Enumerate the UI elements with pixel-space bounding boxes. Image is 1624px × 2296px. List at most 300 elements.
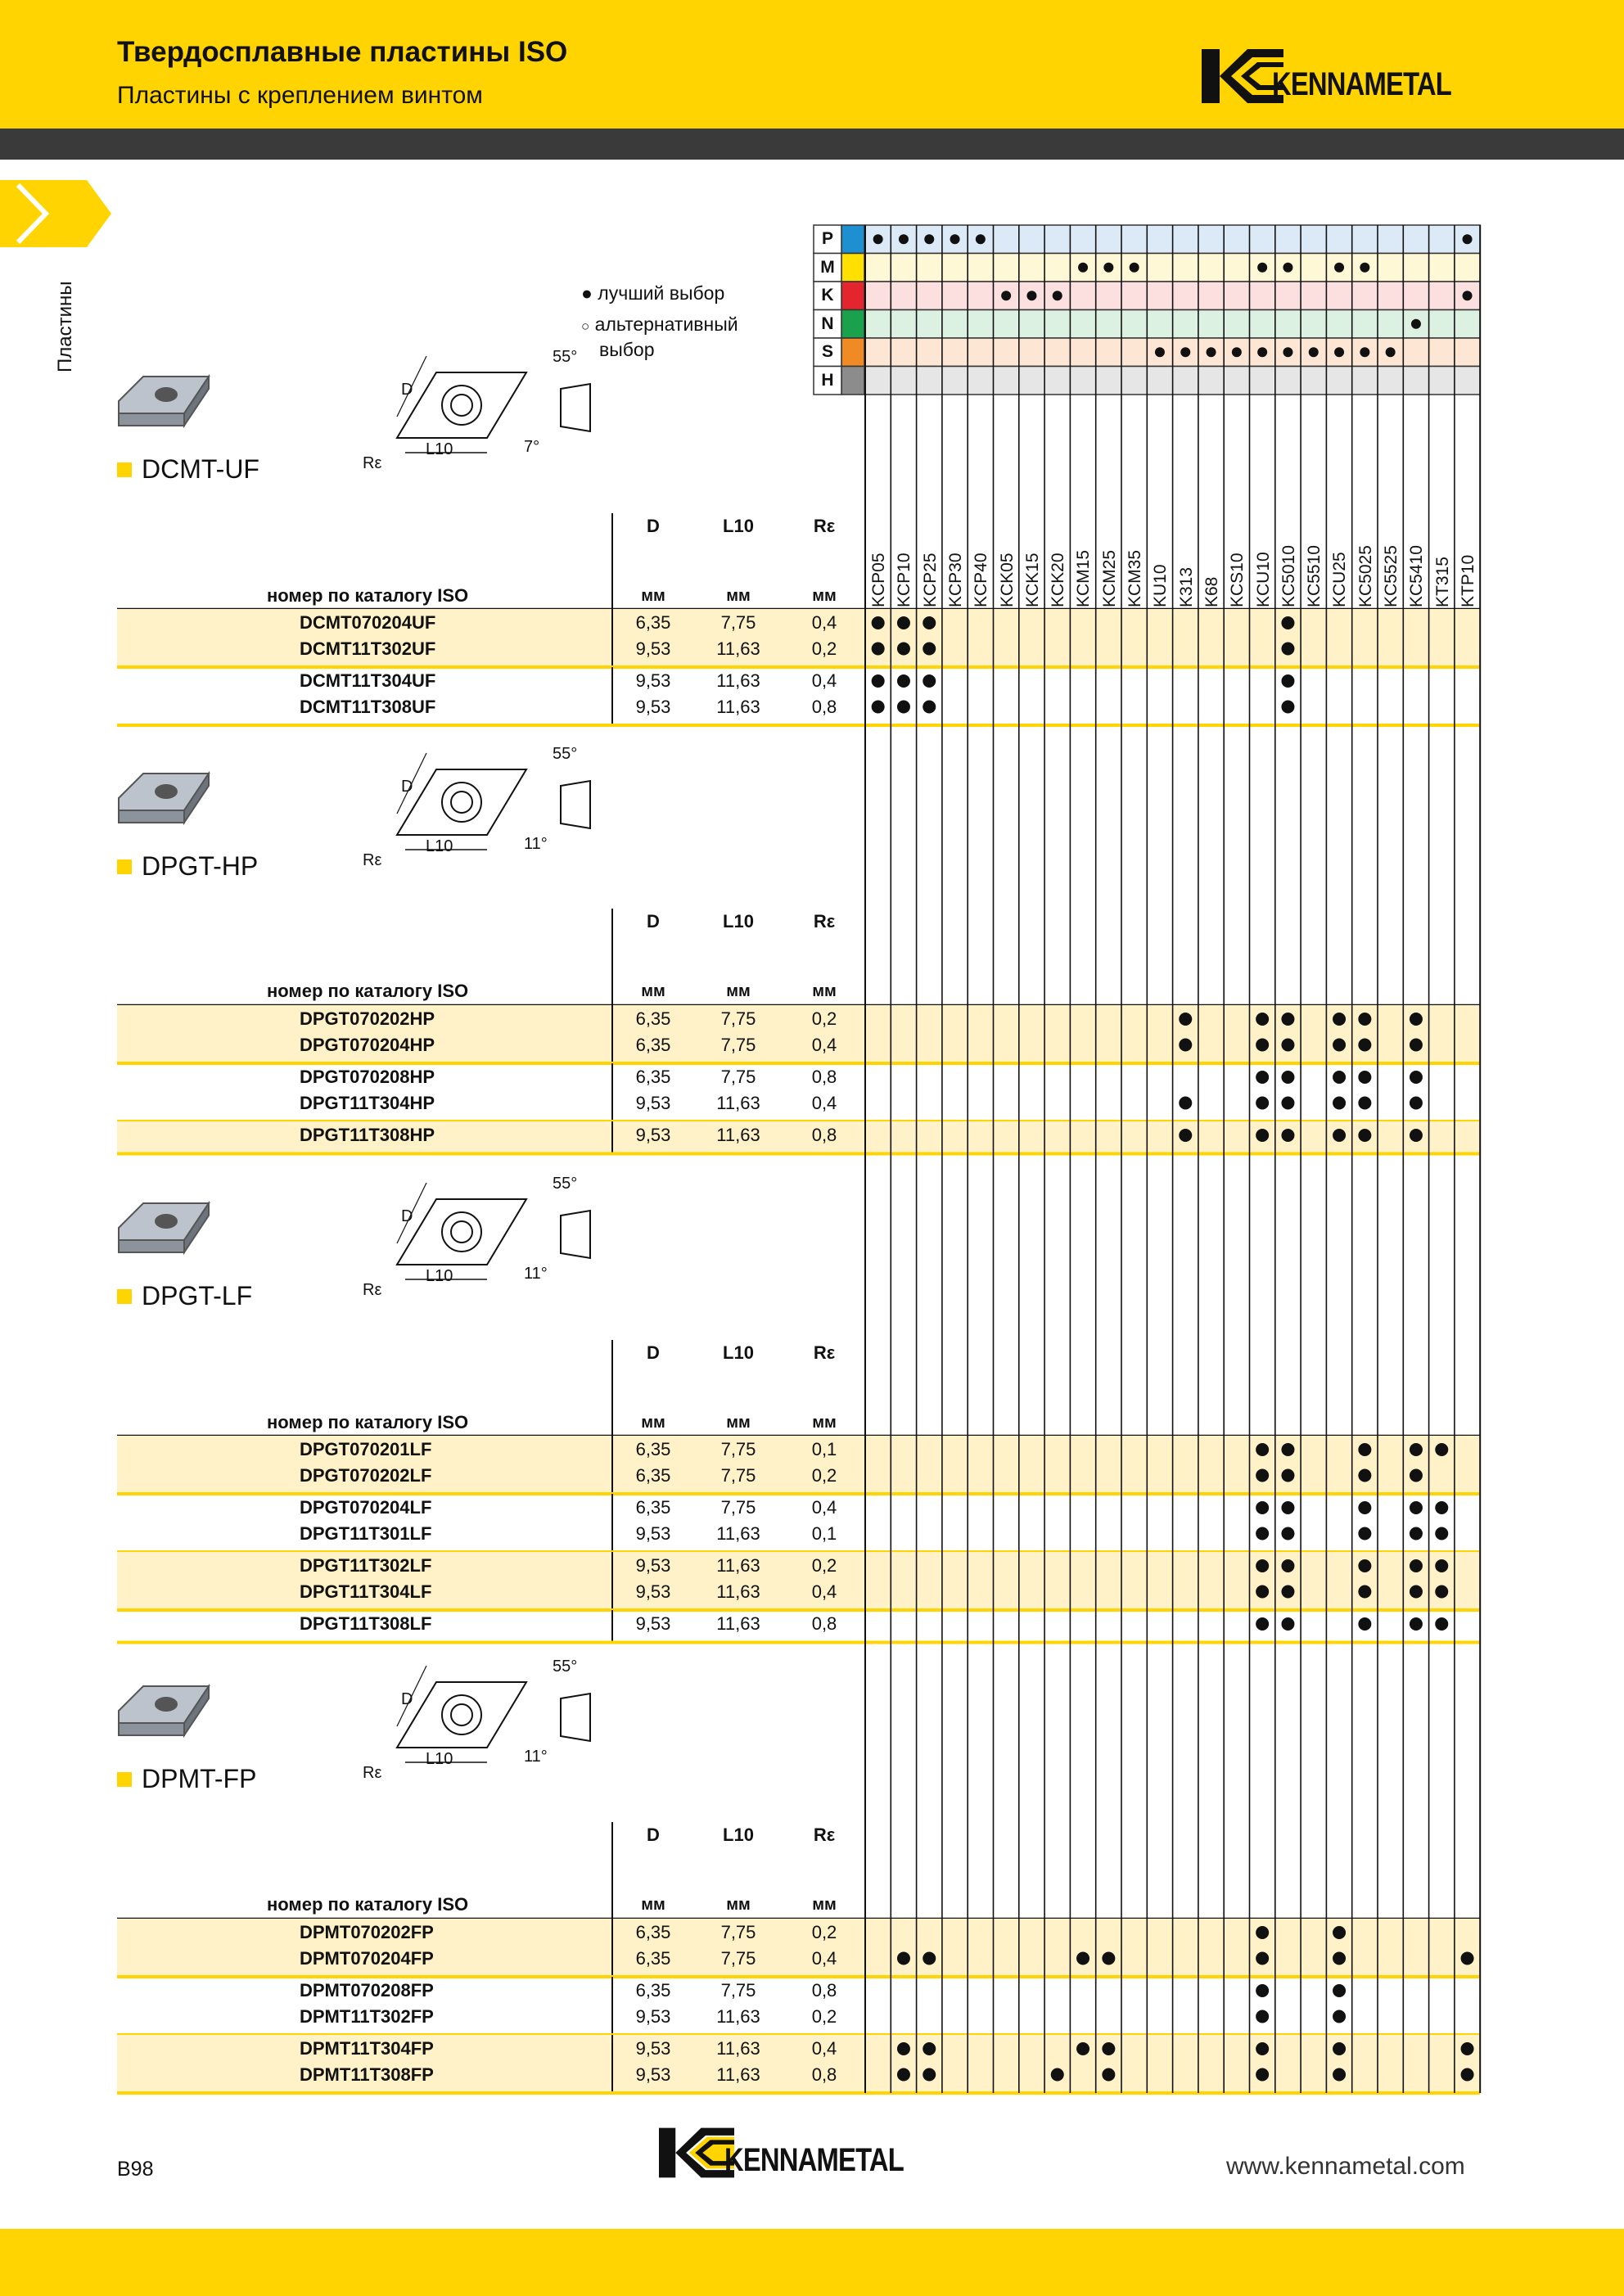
material-letter-k: K (821, 286, 834, 304)
grade-dot (1051, 2068, 1064, 2082)
grade-dot (1179, 1039, 1192, 1052)
grade-label: KC5410 (1407, 545, 1427, 607)
material-dot (1463, 291, 1473, 300)
grade-label: KCP10 (895, 553, 914, 607)
drawing-label-l10: L10 (426, 1267, 453, 1285)
grade-dot (1076, 2042, 1089, 2055)
grade-dot (923, 2042, 936, 2055)
column-header-l10: L10 (723, 516, 754, 536)
drawing-label-l10: L10 (426, 1750, 453, 1768)
grade-label: KCP40 (972, 553, 991, 607)
grade-dot (897, 2068, 910, 2082)
material-dot (1001, 291, 1011, 300)
insert-drawing (397, 1183, 590, 1279)
drawing-label-re: Rε (363, 851, 382, 869)
catalog-number: DPGT11T308LF (300, 1613, 432, 1634)
cell-re: 0,2 (811, 1464, 837, 1486)
material-swatch-n (841, 310, 864, 339)
grade-dot (1410, 1617, 1423, 1631)
grade-dot (1333, 1984, 1346, 1997)
grade-label: KCM25 (1099, 549, 1119, 607)
cell-re: 0,4 (811, 1581, 837, 1602)
grade-dot (1410, 1129, 1423, 1142)
material-letter-m: M (820, 257, 835, 277)
grade-dot (1358, 1617, 1371, 1631)
page-subtitle: Пластины с креплением винтом (117, 82, 483, 109)
drawing-label-d: D (401, 381, 413, 399)
grade-dot (1281, 1586, 1294, 1599)
unit-label: мм (641, 1414, 665, 1432)
catalog-number: DPMT070202FP (300, 1922, 434, 1942)
catalog-number: DPGT11T304HP (300, 1092, 435, 1113)
grade-dot (1410, 1469, 1423, 1482)
section-name: DCMT-UF (142, 454, 259, 484)
cell-l10: 11,63 (716, 2064, 760, 2085)
cell-re: 0,8 (811, 1067, 837, 1087)
material-dot (1283, 347, 1292, 357)
material-letter-s: S (821, 342, 833, 361)
unit-label: мм (812, 1896, 837, 1914)
material-dot (1283, 263, 1292, 273)
grade-dot (1256, 1097, 1269, 1110)
grade-dot (1256, 1443, 1269, 1456)
section-name: DPMT-FP (142, 1764, 257, 1793)
grade-dot (1410, 1559, 1423, 1572)
grade-dot (1358, 1586, 1371, 1599)
grade-dot (897, 2042, 910, 2055)
grade-dot (1333, 1952, 1346, 1965)
grade-label: KCK20 (1049, 553, 1068, 607)
drawing-label-l10: L10 (426, 837, 453, 855)
material-dot (1053, 291, 1062, 300)
grade-dot (1410, 1501, 1423, 1514)
insert-photo (119, 377, 209, 426)
material-dot (976, 234, 986, 244)
grade-dot (1256, 1617, 1269, 1631)
insert-drawing (397, 753, 590, 850)
cell-re: 0,2 (811, 638, 837, 659)
cell-l10: 7,75 (720, 612, 756, 633)
unit-label: мм (726, 587, 751, 605)
grade-dot (897, 643, 910, 656)
grade-label: KTP10 (1458, 554, 1477, 607)
drawing-label-angle: 55° (553, 1658, 578, 1676)
grade-dot (1076, 1952, 1089, 1965)
catalog-number: DPGT070204LF (300, 1497, 432, 1518)
cell-d: 6,35 (635, 1980, 671, 2001)
legend-alt-label-1: альтернативный (594, 314, 738, 335)
cell-d: 9,53 (635, 696, 671, 717)
grade-label: KCU10 (1253, 552, 1273, 607)
grade-dot (1256, 2010, 1269, 2023)
material-dot (1386, 347, 1396, 357)
material-dot (1232, 347, 1242, 357)
grade-dot (897, 1952, 910, 1965)
material-letter-h: H (821, 370, 834, 390)
material-dot (1078, 263, 1088, 273)
grade-label: K68 (1202, 576, 1221, 607)
grade-dot (923, 616, 936, 629)
catalog-number: DPGT070202HP (300, 1008, 435, 1029)
unit-label: мм (641, 1896, 665, 1914)
unit-label: мм (812, 982, 837, 1000)
cell-re: 0,4 (811, 670, 837, 691)
legend-best-label: лучший выбор (598, 282, 725, 304)
cell-re: 0,8 (811, 1613, 837, 1634)
grade-dot (1358, 1039, 1371, 1052)
footer-kennametal-k-icon (659, 2127, 734, 2179)
page-number: B98 (117, 2158, 154, 2181)
footer-logo-wordmark: KENNAMETAL (724, 2141, 904, 2178)
material-dot (1130, 263, 1139, 273)
catalog-header: номер по каталогу ISO (267, 585, 469, 606)
cell-l10: 11,63 (716, 1092, 760, 1113)
grade-label: KCM35 (1126, 549, 1144, 607)
column-header-d: D (647, 1825, 660, 1845)
grade-label: KCP05 (869, 553, 888, 607)
grade-dot (1281, 1071, 1294, 1084)
material-letter-n: N (821, 314, 834, 333)
clearance-angle: 11° (524, 1748, 548, 1766)
yellow-square-icon (117, 462, 132, 477)
insert-photo (119, 1203, 209, 1252)
grade-dot (1256, 2042, 1269, 2055)
grade-dot (1333, 2010, 1346, 2023)
catalog-header: номер по каталогу ISO (267, 981, 469, 1001)
grade-dot (1281, 1559, 1294, 1572)
grade-label: KCS10 (1228, 553, 1247, 607)
cell-l10: 7,75 (720, 1067, 756, 1087)
filled-dot-icon: ● (581, 282, 593, 304)
grade-dot (1358, 1013, 1371, 1026)
catalog-number: DCMT11T302UF (300, 638, 436, 659)
cell-d: 6,35 (635, 1067, 671, 1087)
clearance-angle: 11° (524, 835, 548, 853)
grade-dot (1281, 643, 1294, 656)
material-dot (950, 234, 960, 244)
grade-label: KT315 (1432, 557, 1452, 607)
column-header-re: Rε (813, 1342, 836, 1363)
material-dot (1360, 347, 1369, 357)
grade-dot (1256, 1926, 1269, 1939)
grade-dot (1102, 1952, 1115, 1965)
drawing-label-d: D (401, 778, 413, 796)
material-swatch-s (841, 338, 864, 367)
material-dot (1207, 347, 1216, 357)
grade-label: KC5525 (1382, 545, 1401, 607)
cell-l10: 7,75 (720, 1947, 756, 1969)
cell-l10: 11,63 (716, 638, 760, 659)
grade-label: KCP30 (945, 553, 965, 607)
drawing-label-re: Rε (363, 1764, 382, 1782)
grade-dot (1102, 2042, 1115, 2055)
material-dot (1180, 347, 1190, 357)
unit-label: мм (641, 982, 665, 1000)
cell-l10: 11,63 (716, 696, 760, 717)
material-dot (1360, 263, 1369, 273)
grade-dot (1358, 1559, 1371, 1572)
grade-dot (897, 701, 910, 714)
grade-label: KCU25 (1330, 552, 1350, 607)
catalog-number: DCMT11T308UF (300, 696, 436, 717)
grade-dot (1410, 1527, 1423, 1540)
grade-label: K313 (1176, 566, 1196, 607)
cell-d: 9,53 (635, 1613, 671, 1634)
catalog-header: номер по каталогу ISO (267, 1412, 469, 1432)
catalog-number: DPGT11T301LF (300, 1522, 432, 1544)
insert-photo (119, 774, 209, 823)
grade-dot (1256, 1469, 1269, 1482)
grade-label: KC5510 (1305, 545, 1324, 607)
grade-dot (1256, 1071, 1269, 1084)
grade-dot (1410, 1039, 1423, 1052)
grade-dot (1281, 1039, 1294, 1052)
grade-dot (897, 616, 910, 629)
grade-dot (1333, 2068, 1346, 2082)
material-swatch-m (841, 254, 864, 282)
catalog-number: DPGT11T308HP (300, 1125, 435, 1145)
column-header-re: Rε (813, 1825, 836, 1845)
grade-dot (1333, 1097, 1346, 1110)
insert-drawing (397, 1666, 590, 1762)
unit-label: мм (726, 1896, 751, 1914)
grade-dot (1256, 1952, 1269, 1965)
grade-dot (872, 643, 885, 656)
section-label-dcmt-uf (117, 454, 259, 485)
cell-re: 0,1 (811, 1439, 837, 1459)
grade-dot (923, 643, 936, 656)
cell-d: 6,35 (635, 1922, 671, 1942)
catalog-header: номер по каталогу ISO (267, 1894, 469, 1915)
open-dot-icon: ○ (581, 318, 590, 334)
grade-dot (1256, 2068, 1269, 2082)
grade-dot (923, 2068, 936, 2082)
page-title: Твердосплавные пластины ISO (117, 36, 568, 68)
material-dot (1334, 347, 1344, 357)
cell-l10: 7,75 (720, 1439, 756, 1459)
catalog-number: DCMT11T304UF (300, 670, 436, 691)
grade-dot (1435, 1443, 1448, 1456)
cell-d: 6,35 (635, 1439, 671, 1459)
cell-d: 9,53 (635, 2005, 671, 2027)
grade-dot (1333, 1926, 1346, 1939)
grade-dot (872, 674, 885, 688)
column-header-re: Rε (813, 911, 836, 931)
yellow-square-icon (117, 1289, 132, 1304)
grade-dot (1435, 1527, 1448, 1540)
grade-label: KC5010 (1279, 545, 1298, 607)
cell-d: 9,53 (635, 670, 671, 691)
grade-dot (1333, 2042, 1346, 2055)
grade-label: KCM15 (1074, 549, 1094, 607)
grade-dot (923, 701, 936, 714)
material-dot (1103, 263, 1113, 273)
material-dot (1257, 347, 1267, 357)
drawing-label-angle: 55° (553, 348, 578, 366)
grade-dot (1358, 1469, 1371, 1482)
grade-dot (1281, 1527, 1294, 1540)
cell-d: 9,53 (635, 1092, 671, 1113)
grade-dot (1281, 1469, 1294, 1482)
grade-dot (1281, 1013, 1294, 1026)
grade-dot (872, 701, 885, 714)
material-dot (924, 234, 934, 244)
catalog-number: DPMT070204FP (300, 1947, 434, 1969)
grade-dot (1410, 1013, 1423, 1026)
cell-re: 0,2 (811, 2005, 837, 2027)
cell-re: 0,8 (811, 2064, 837, 2085)
grade-label: KCP25 (920, 553, 940, 607)
grade-dot (1461, 2068, 1474, 2082)
cell-d: 6,35 (635, 1464, 671, 1486)
cell-l10: 11,63 (716, 1613, 760, 1634)
drawing-label-angle: 55° (553, 745, 578, 763)
grade-dot (1179, 1097, 1192, 1110)
insert-photo (119, 1686, 209, 1735)
grade-dot (1435, 1586, 1448, 1599)
section-name: DPGT-LF (142, 1281, 253, 1310)
drawing-label-angle: 55° (553, 1175, 578, 1193)
grade-dot (923, 674, 936, 688)
cell-d: 9,53 (635, 638, 671, 659)
drawing-label-re: Rε (363, 454, 382, 472)
cell-l10: 7,75 (720, 1008, 756, 1029)
grade-dot (1358, 1097, 1371, 1110)
grade-dot (1410, 1071, 1423, 1084)
grade-dot (1281, 1501, 1294, 1514)
cell-l10: 11,63 (716, 1522, 760, 1544)
section-label-dpgt-hp (117, 851, 258, 882)
catalog-number: DPMT11T304FP (300, 2038, 434, 2059)
cell-l10: 7,75 (720, 1464, 756, 1486)
section-label-dpgt-lf (117, 1281, 252, 1311)
legend-alt-2: выбор (599, 339, 655, 360)
unit-label: мм (812, 587, 837, 605)
cell-l10: 7,75 (720, 1980, 756, 2001)
column-header-d: D (647, 1342, 660, 1363)
cell-re: 0,4 (811, 612, 837, 633)
unit-label: мм (641, 587, 665, 605)
grade-dot (1461, 2042, 1474, 2055)
grade-dot (872, 616, 885, 629)
yellow-square-icon (117, 859, 132, 874)
grade-dot (1435, 1617, 1448, 1631)
material-dot (1334, 263, 1344, 273)
material-swatch-k (841, 282, 864, 310)
grade-dot (1281, 1129, 1294, 1142)
cell-l10: 7,75 (720, 1034, 756, 1055)
column-header-l10: L10 (723, 911, 754, 931)
grade-dot (1333, 1039, 1346, 1052)
grade-dot (1410, 1097, 1423, 1110)
cell-d: 6,35 (635, 1008, 671, 1029)
yellow-square-icon (117, 1772, 132, 1787)
catalog-number: DPMT070208FP (300, 1980, 434, 2001)
grade-dot (1333, 1013, 1346, 1026)
catalog-number: DPGT070201LF (300, 1439, 432, 1459)
column-header-d: D (647, 911, 660, 931)
catalog-number: DPGT070208HP (300, 1067, 435, 1087)
grade-dot (923, 1952, 936, 1965)
insert-drawing (397, 356, 590, 453)
cell-re: 0,1 (811, 1522, 837, 1544)
column-header-l10: L10 (723, 1825, 754, 1845)
unit-label: мм (812, 1414, 837, 1432)
cell-l10: 11,63 (716, 1581, 760, 1602)
grade-label: KCK05 (997, 553, 1017, 607)
grade-dot (1256, 1013, 1269, 1026)
drawing-label-l10: L10 (426, 440, 453, 458)
material-dot (1026, 291, 1036, 300)
grade-dot (1358, 1129, 1371, 1142)
footer-bar (0, 2229, 1624, 2296)
cell-d: 9,53 (635, 1581, 671, 1602)
catalog-number: DPGT11T302LF (300, 1555, 432, 1576)
cell-re: 0,8 (811, 1980, 837, 2001)
grade-dot (897, 674, 910, 688)
grade-dot (1410, 1586, 1423, 1599)
material-dot (1155, 347, 1165, 357)
clearance-angle: 11° (524, 1265, 548, 1283)
cell-re: 0,2 (811, 1922, 837, 1942)
grade-dot (1256, 1559, 1269, 1572)
cell-l10: 11,63 (716, 2005, 760, 2027)
grade-dot (1358, 1443, 1371, 1456)
grade-dot (1358, 1071, 1371, 1084)
catalog-number: DPGT070204HP (300, 1034, 435, 1055)
cell-d: 9,53 (635, 1522, 671, 1544)
cell-re: 0,8 (811, 696, 837, 717)
footer-kennametal-logo[interactable] (659, 2127, 943, 2179)
cell-l10: 11,63 (716, 1125, 760, 1145)
material-dot (873, 234, 883, 244)
cell-re: 0,4 (811, 1034, 837, 1055)
grade-dot (1256, 1129, 1269, 1142)
grade-dot (1333, 1071, 1346, 1084)
grade-dot (1179, 1013, 1192, 1026)
cell-re: 0,4 (811, 1947, 837, 1969)
grade-dot (1358, 1501, 1371, 1514)
grade-label: KU10 (1151, 564, 1171, 607)
cell-l10: 11,63 (716, 2038, 760, 2059)
section-label-dpmt-fp (117, 1764, 256, 1794)
column-header-re: Rε (813, 516, 836, 536)
cell-d: 9,53 (635, 1125, 671, 1145)
cell-re: 0,4 (811, 1092, 837, 1113)
catalog-number: DCMT070204UF (300, 612, 436, 633)
logo-wordmark: KENNAMETAL (1272, 65, 1451, 102)
column-header-l10: L10 (723, 1342, 754, 1363)
cell-l10: 11,63 (716, 1555, 760, 1576)
grade-dot (1435, 1501, 1448, 1514)
material-swatch-p (841, 225, 864, 254)
cell-l10: 11,63 (716, 670, 760, 691)
grade-label: KC5025 (1356, 545, 1375, 607)
cell-d: 9,53 (635, 1555, 671, 1576)
grade-dot (1435, 1559, 1448, 1572)
cell-re: 0,4 (811, 1497, 837, 1518)
material-letter-p: P (821, 229, 833, 248)
section-name: DPGT-HP (142, 851, 259, 881)
cell-l10: 7,75 (720, 1497, 756, 1518)
catalog-number: DPMT11T302FP (300, 2005, 434, 2027)
grade-dot (1256, 1984, 1269, 1997)
grade-dot (1281, 616, 1294, 629)
grade-dot (1256, 1586, 1269, 1599)
material-dot (1411, 319, 1421, 329)
catalog-number: DPGT070202LF (300, 1464, 432, 1486)
website-link[interactable]: www.kennametal.com (1226, 2153, 1465, 2180)
